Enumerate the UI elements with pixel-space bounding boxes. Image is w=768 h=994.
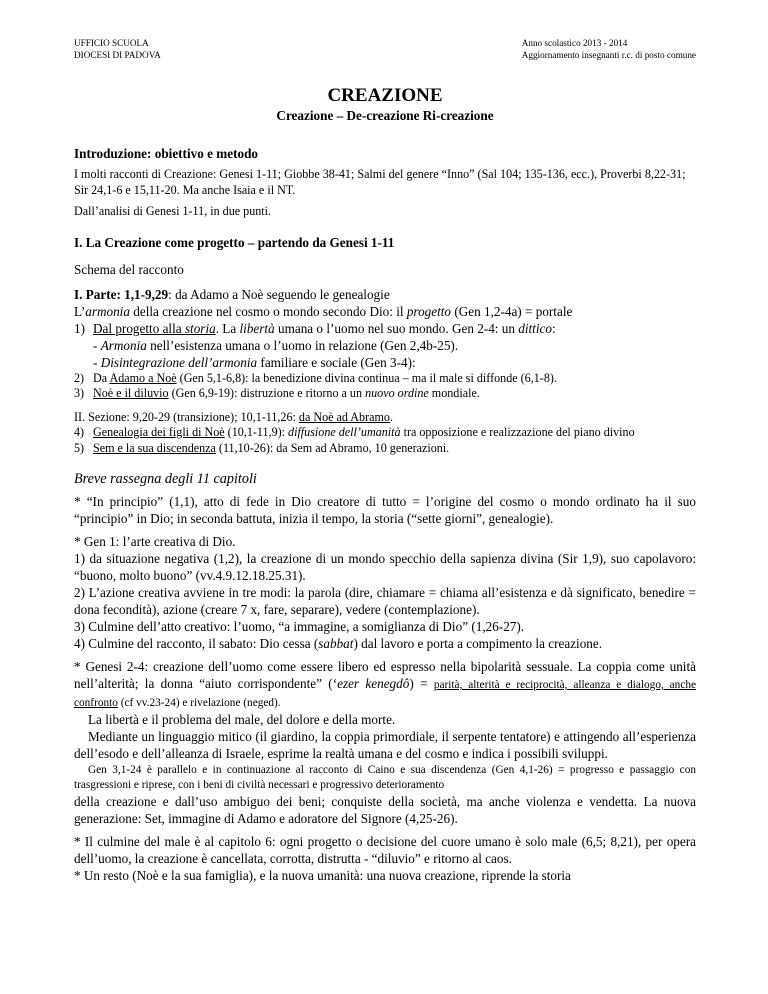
text: Armonia (100, 337, 147, 353)
part1-rest: : da Adamo a Noè seguendo le genealogie (168, 286, 390, 302)
resto-paragraph: * Un resto (Noè e la sua famiglia), e la nuova umanità: una nuova creazione, riprende la storia (74, 868, 571, 883)
gen1-point-4 (74, 635, 696, 652)
text: storia (184, 320, 216, 336)
text: della creazione nel cosmo o mondo secondo Dio: il (129, 303, 407, 319)
text: (10,1-11,9): (224, 425, 289, 439)
text: Noè e il diluvio (93, 386, 169, 400)
text: (Gen 5,1-6,8): la benedizione divina continua – ma il male si diffonde (6,1-8). (176, 370, 557, 385)
gen2-4-paragraph (74, 658, 696, 711)
part1-bold: I. Parte: 1,1-9,29 (74, 286, 169, 302)
armonia-line (74, 303, 696, 320)
text: umana o l’uomo nel suo mondo. Gen 2-4: un (274, 320, 519, 336)
text: nell’esistenza umana o l’uomo in relazione (Gen 2,4b-25). (146, 337, 459, 353)
text: (Gen 1,2-4a) = portale (451, 303, 573, 319)
text: (11,10-26): da Sem ad Abramo, 10 generazioni. (215, 440, 450, 455)
text: familiare e sociale (Gen 3-4): (257, 354, 416, 370)
text: L’ (74, 303, 86, 319)
list-text (93, 371, 696, 387)
gen1-point-1: 1) da situazione negativa (1,2), la creazione di un mondo specchio della sapienza divina (Sir 1,9), suo capolavoro: “buono, molto buono” (vv.4.9.12.18.25.31). (74, 551, 696, 583)
rassegna-heading: Breve rassegna degli 11 capitoli (74, 471, 257, 487)
document-title: CREAZIONE (327, 85, 443, 106)
text: Disintegrazione dell’armonia (100, 354, 258, 370)
text: libertà (239, 320, 275, 336)
text: (Gen 6,9-19): distruzione e ritorno a un (168, 386, 366, 400)
intro-heading: Introduzione: obiettivo e metodo (74, 146, 259, 161)
text: da Noè ad Abramo (298, 409, 390, 424)
text: . La (215, 320, 240, 336)
sublist-item-disintegrazione (74, 354, 696, 371)
caino-continuation: della creazione e dall’uso ambiguo dei beni; conquiste della società, ma anche violenza e vendetta. La nuova generazione: Set, immagine di Adamo e adoratore del Signore (4,25-26). (74, 794, 696, 826)
text: - (93, 354, 101, 370)
section1-heading: I. La Creazione come progetto – partendo da Genesi 1-11 (74, 234, 395, 250)
page-header (74, 38, 696, 61)
header-diocese: DIOCESI DI PADOVA (74, 49, 161, 60)
mitico-paragraph: Mediante un linguaggio mitico (il giardino, la coppia primordiale, il serpente tentatore) e attingendo all’esperienza dell’esodo e dell’alleanza di Israele, esprime la realtà umana e del cosmo e indica i possibili sviluppi. (74, 729, 696, 761)
intro-paragraph: I molti racconti di Creazione: Genesi 1-11; Giobbe 38-41; Salmi del genere “Inno” (Sal 104; 135-136, ecc.), Proverbi 8,22-31; Sir 24,1-6 e 15,11-20. Ma anche Isaia e il NT. (74, 167, 686, 197)
part1-line (74, 286, 696, 303)
text: Dal progetto alla (93, 320, 185, 336)
list-number: 1) (74, 320, 85, 336)
document-page (74, 38, 696, 884)
list-item-5 (74, 441, 696, 457)
list-number: 4) (74, 425, 85, 439)
list-text (93, 320, 696, 337)
list-text (93, 425, 696, 441)
header-right (522, 38, 696, 61)
gen1-point-2: 2) L’azione creativa avviene in tre modi: la parola (dire, chiamare = chiama all’esistenza e dà significato, benedire = dona fecondità), azione (creare 7 x, fare, separare), vedere (contemplazione). (74, 585, 696, 617)
list-item-1 (74, 320, 696, 337)
text: ezer kenegdô (337, 676, 410, 691)
list-number: 2) (74, 370, 85, 385)
text: : (551, 320, 556, 336)
text: parità, alterità e reciprocità, alleanza e dialogo, anche confronto (74, 679, 697, 709)
part2-line (74, 410, 696, 426)
document-subtitle: Creazione – De-creazione Ri-creazione (276, 108, 494, 123)
header-office: UFFICIO SCUOLA (74, 38, 149, 48)
text: tra opposizione e realizzazione del piano divino (400, 425, 635, 439)
text: Sem e la sua discendenza (93, 440, 216, 455)
text: mondiale. (428, 386, 480, 400)
text: (cf vv.23-24) e rivelazione (neged). (117, 697, 281, 709)
caino-paragraph: Gen 3,1-24 è parallelo e in continuazione al racconto di Caino e sua discendenza (Gen 4,1-26) = progresso e passaggio con trasgressioni e riprese, con i beni di civiltà necessari e progressivo deterioramento (74, 764, 696, 791)
sublist-item-armonia (74, 337, 696, 354)
culmine-paragraph: * Il culmine del male è al capitolo 6: ogni progetto o decisione del cuore umano è solo male (6,5; 8,21), per opera dell’uomo, la creazione è cancellata, corrotta, distrutta - “diluvio” e ritorno al caos. (74, 834, 696, 866)
text: nuovo ordine (365, 386, 429, 400)
text: Adamo a Noè (109, 370, 177, 385)
text: . (389, 409, 393, 424)
list-item-4 (74, 425, 696, 441)
intro-note: Dall’analisi di Genesi 1-11, in due punti. (74, 204, 272, 218)
text: dittico (518, 320, 552, 336)
header-left (74, 38, 161, 61)
list-text (93, 441, 696, 457)
list-item-2 (74, 371, 696, 387)
schema-label: Schema del racconto (74, 261, 184, 277)
gen1-title: * Gen 1: l’arte creativa di Dio. (74, 534, 236, 549)
text: progetto (406, 303, 452, 319)
header-course: Aggiornamento insegnanti r.c. di posto comune (521, 49, 696, 60)
text: 4) Culmine del racconto, il sabato: Dio cessa ( (74, 636, 319, 651)
text: armonia (85, 303, 130, 319)
text: ) = (409, 676, 434, 691)
text: - (93, 337, 101, 353)
text: Genealogia dei figli di Noè (93, 425, 225, 439)
gen1-point-3: 3) Culmine dell’atto creativo: l’uomo, “a immagine, a somiglianza di Dio” (1,26-27). (74, 619, 525, 634)
text: Da (93, 370, 110, 385)
header-year: Anno scolastico 2013 - 2014 (521, 38, 628, 48)
text: sabbat (318, 636, 354, 651)
text: II. Sezione: 9,20-29 (transizione); 10,1-11,26: (74, 409, 299, 424)
liberta-line: La libertà e il problema del male, del dolore e della morte. (88, 712, 396, 727)
text: diffusione dell’umanità (288, 425, 401, 439)
list-item-3 (74, 386, 696, 402)
list-text (93, 386, 696, 402)
text: * Genesi 2-4: creazione dell’uomo come essere libero ed espresso nella bipolarità sessuale. La coppia come unità nell’alterità; la donna “aiuto corrispondente” (‘ (74, 659, 696, 691)
list-number: 5) (74, 440, 85, 455)
text: ) dal lavoro e porta a compimento la creazione. (353, 636, 603, 651)
in-principio-paragraph: * “In principio” (1,1), atto di fede in Dio creatore di tutto = l’origine del cosmo o mondo ordinato ha il suo “principio” in Dio; in seconda battuta, inizia il tempo, la storia (“sette giorni”, genealogie). (74, 494, 696, 526)
list-number: 3) (74, 386, 85, 400)
